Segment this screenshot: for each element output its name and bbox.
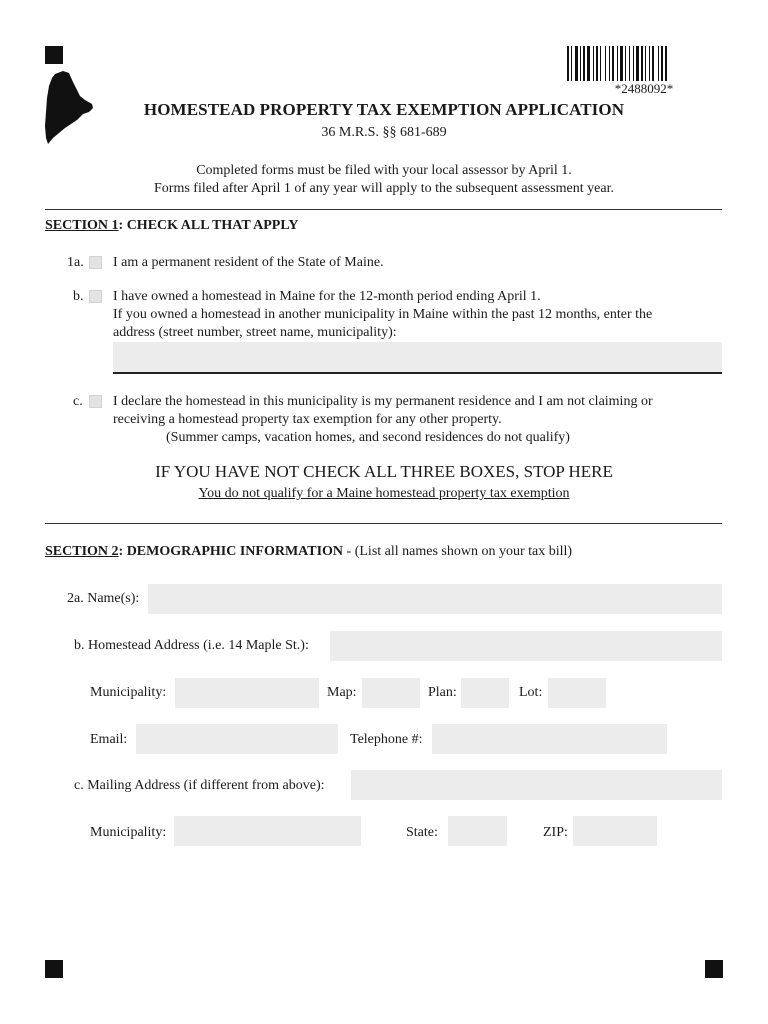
statute-reference: 36 M.R.S. §§ 681-689 <box>321 125 447 140</box>
section1-heading: SECTION 1: CHECK ALL THAT APPLY <box>45 218 299 233</box>
item-1a-text: I am a permanent resident of the State of Maine. <box>113 255 384 270</box>
municipality-label: Municipality: <box>90 685 167 700</box>
item-1b-line2: If you owned a homestead in another municipality in Maine within the past 12 months, enter the <box>113 307 653 322</box>
item-1b-line3: address (street number, street name, municipality): <box>113 325 397 340</box>
names-field[interactable] <box>148 584 722 614</box>
divider <box>45 209 722 210</box>
zip-input[interactable] <box>573 816 657 846</box>
map-field[interactable] <box>362 678 420 708</box>
telephone-input[interactable] <box>432 724 667 754</box>
item-1c-line3: (Summer camps, vacation homes, and second residences do not qualify) <box>166 430 570 445</box>
item-1c-label: c. <box>73 394 83 409</box>
stop-notice: IF YOU HAVE NOT CHECK ALL THREE BOXES, STOP HERE <box>155 462 613 481</box>
email-field[interactable] <box>136 724 338 754</box>
lot-label: Lot: <box>519 685 543 700</box>
map-input[interactable] <box>362 678 420 708</box>
prior-homestead-address-input[interactable] <box>113 342 722 372</box>
barcode-number: *2488092* <box>614 81 674 96</box>
registration-mark-bottom-left <box>45 960 63 978</box>
homestead-address-label: b. Homestead Address (i.e. 14 Maple St.): <box>74 638 309 653</box>
lot-input[interactable] <box>548 678 606 708</box>
state-input[interactable] <box>448 816 507 846</box>
registration-mark-top-left <box>45 46 63 64</box>
form-title: HOMESTEAD PROPERTY TAX EXEMPTION APPLICATION <box>143 100 625 119</box>
email-label: Email: <box>90 732 128 747</box>
plan-field[interactable] <box>461 678 509 708</box>
mailing-municipality-input[interactable] <box>174 816 361 846</box>
telephone-label: Telephone #: <box>350 732 423 747</box>
state-field[interactable] <box>448 816 507 846</box>
state-label: State: <box>406 825 438 840</box>
divider <box>45 523 722 524</box>
plan-label: Plan: <box>428 685 457 700</box>
stop-subnotice: You do not qualify for a Maine homestead property tax exemption <box>198 486 570 501</box>
homestead-address-input[interactable] <box>330 631 722 661</box>
telephone-field[interactable] <box>432 724 667 754</box>
names-label: 2a. Name(s): <box>67 591 140 606</box>
homestead-address-field[interactable] <box>330 631 722 661</box>
prior-homestead-address-field[interactable] <box>113 342 722 372</box>
municipality-field[interactable] <box>175 678 319 708</box>
plan-input[interactable] <box>461 678 509 708</box>
mailing-municipality-label: Municipality: <box>90 825 167 840</box>
map-label: Map: <box>327 685 357 700</box>
filing-notice-line1: Completed forms must be filed with your local assessor by April 1. <box>196 163 572 178</box>
filing-notice-line2: Forms filed after April 1 of any year will apply to the subsequent assessment year. <box>154 181 614 196</box>
item-1c-checkbox[interactable] <box>89 395 102 408</box>
registration-mark-bottom-right <box>705 960 723 978</box>
barcode <box>567 46 721 81</box>
mailing-address-label: c. Mailing Address (if different from above): <box>74 778 325 793</box>
lot-field[interactable] <box>548 678 606 708</box>
item-1c-line1: I declare the homestead in this municipality is my permanent residence and I am not claiming or <box>113 394 653 409</box>
zip-label: ZIP: <box>543 825 568 840</box>
item-1a-checkbox[interactable] <box>89 256 102 269</box>
mailing-address-input[interactable] <box>351 770 722 800</box>
zip-field[interactable] <box>573 816 657 846</box>
section2-heading: SECTION 2: DEMOGRAPHIC INFORMATION - (List all names shown on your tax bill) <box>45 544 573 559</box>
item-1a-label: 1a. <box>67 255 84 270</box>
names-input[interactable] <box>148 584 722 614</box>
item-1b-label: b. <box>73 289 84 304</box>
item-1b-line1: I have owned a homestead in Maine for the 12-month period ending April 1. <box>113 289 541 304</box>
address-underline <box>113 372 722 374</box>
mailing-municipality-field[interactable] <box>174 816 361 846</box>
mailing-address-field[interactable] <box>351 770 722 800</box>
item-1c-line2: receiving a homestead property tax exemption for any other property. <box>113 412 502 427</box>
email-input[interactable] <box>136 724 338 754</box>
municipality-input[interactable] <box>175 678 319 708</box>
item-1b-checkbox[interactable] <box>89 290 102 303</box>
